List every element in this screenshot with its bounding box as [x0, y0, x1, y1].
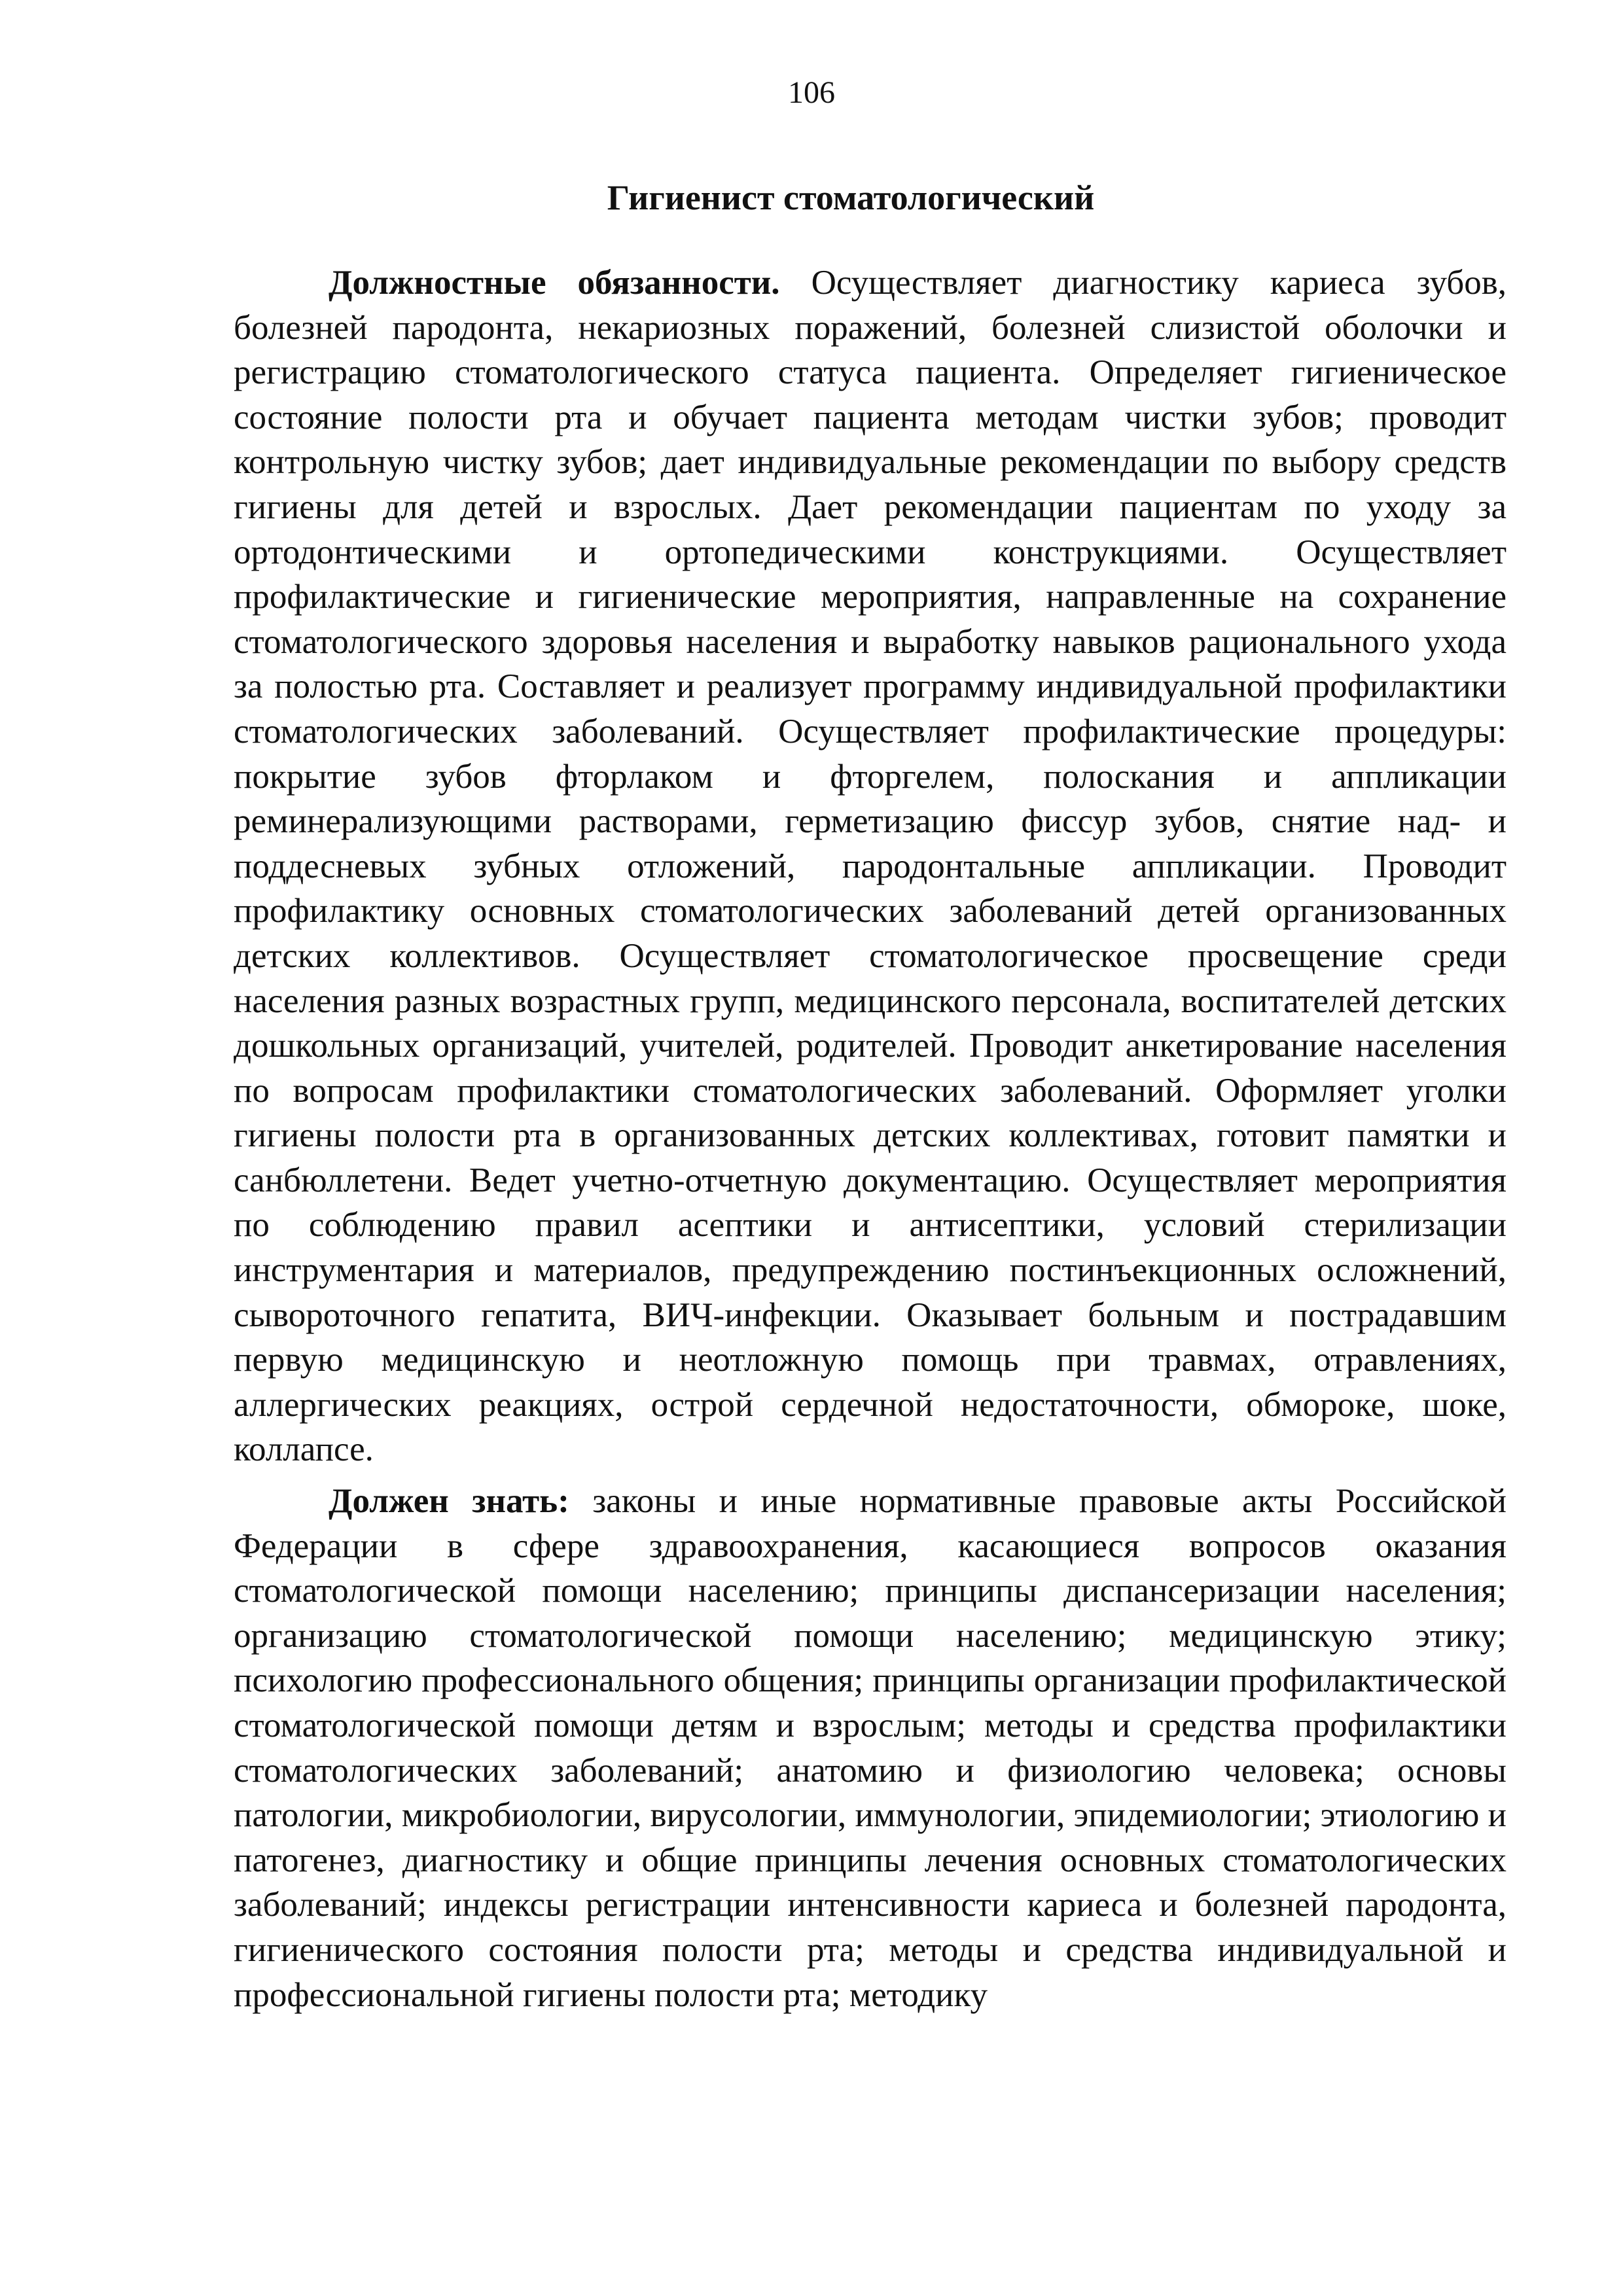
paragraph-must-know	[234, 1479, 1507, 2017]
paragraph-duties	[234, 260, 1507, 1472]
paragraph-lead: Должностные обязанности.	[329, 264, 780, 302]
paragraph-text: Осуществляет диагностику кариеса зубов, болезней пародонта, некариозных поражений, болезней слизистой оболочки и регистрацию стоматологического статуса пациента. Определяет гигиеническое состояние полости рта и обучает пациента методам чистки зубов; проводит контрольную чистку зубов; дает индивидуальные рекомендации по выбору средств гигиены для детей и взрослых. Дает рекомендации пациентам по уходу за ортодонтическими и ортопедическими конструкциями. Осуществляет профилактические и гигиенические мероприятия, направленные на сохранение стоматологического здоровья населения и выработку навыков рационального ухода за полостью рта. Составляет и реализует программу индивидуальной профилактики стоматологических заболеваний. Осуществляет профилактические процедуры: покрытие зубов фторлаком и фторгелем, полоскания и аппликации реминерализующими растворами, герметизацию фиссур зубов, снятие над- и поддесневых зубных отложений, пародонтальные аппликации. Проводит профилактику основных стоматологических заболеваний детей организованных детских коллективов. Осуществляет стоматологическое просвещение среди населения разных возрастных групп, медицинского персонала, воспитателей детских дошкольных организаций, учителей, родителей. Проводит анкетирование населения по вопросам профилактики стоматологических заболеваний. Оформляет уголки гигиены полости рта в организованных детских коллективах, готовит памятки и санбюллетени. Ведет учетно-отчетную документацию. Осуществляет мероприятия по соблюдению правил асептики и антисептики, условий стерилизации инструментария и материалов, предупреждению постинъекционных осложнений, сывороточного гепатита, ВИЧ-инфекции. Оказывает больным и пострадавшим первую медицинскую и неотложную помощь при травмах, отравлениях, аллергических реакциях, острой сердечной недостаточности, обмороке, шоке, коллапсе.	[234, 264, 1507, 1469]
paragraph-text: законы и иные нормативные правовые акты Российской Федерации в сфере здравоохранения, касающиеся вопросов оказания стоматологической помощи населению; принципы диспансеризации населения; организацию стоматологической помощи населению; медицинскую этику; психологию профессионального общения; принципы организации профилактической стоматологической помощи детям и взрослым; методы и средства профилактики стоматологических заболеваний; анатомию и физиологию человека; основы патологии, микробиологии, вирусологии, иммунологии, эпидемиологии; этиологию и патогенез, диагностику и общие принципы лечения основных стоматологических заболеваний; индексы регистрации интенсивности кариеса и болезней пародонта, гигиенического состояния полости рта; методы и средства индивидуальной и профессиональной гигиены полости рта; методику	[234, 1482, 1507, 2014]
document-title: Гигиенист стоматологический	[607, 178, 1095, 217]
paragraph-lead: Должен знать:	[329, 1482, 569, 1521]
page-number: 106	[788, 75, 835, 110]
document-body	[234, 260, 1507, 2024]
